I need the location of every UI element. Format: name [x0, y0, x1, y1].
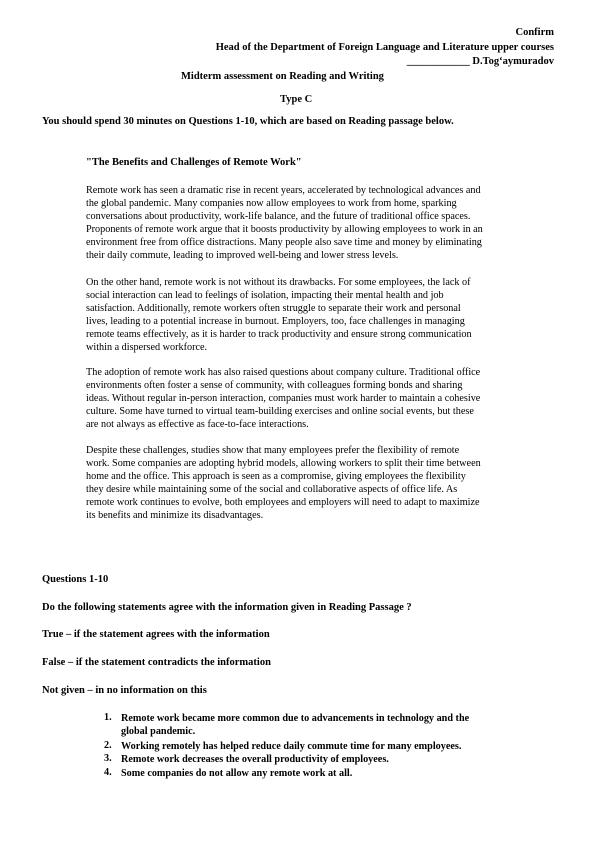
passage-title: "The Benefits and Challenges of Remote Work"	[86, 157, 302, 168]
paragraph-line: environments often foster a sense of community, with colleagues forming bonds and sharing	[86, 380, 463, 392]
statement-number: 1.	[104, 712, 112, 723]
statement-line: Remote work became more common due to advancements in technology and the	[121, 713, 470, 724]
paragraph-line: lives, leading to a potential increase in burnout. Employers, too, face challenges in managing	[86, 316, 465, 328]
signature-blank: ____________	[406, 56, 470, 67]
assessment-title: Midterm assessment on Reading and Writing	[181, 71, 384, 82]
paragraph-line: within a dispersed workforce.	[86, 342, 208, 354]
statement-line: Remote work decreases the overall productivity of employees.	[121, 754, 389, 765]
paragraph-line: social interaction can lead to feelings of isolation, impacting their mental health and job	[86, 290, 444, 302]
passage-paragraph-3	[86, 366, 556, 431]
paragraph-line: satisfaction. Additionally, remote workers often struggle to separate their work and personal	[86, 303, 461, 315]
paragraph-line: home and the office. This approach is seen as a compromise, giving employees the flexibility	[86, 471, 466, 483]
paragraph-line: work. Some companies are adopting hybrid models, allowing workers to split their time between	[86, 458, 481, 470]
passage-paragraph-1	[86, 184, 556, 263]
paragraph-line: Remote work has seen a dramatic rise in recent years, accelerated by technological advances and	[86, 185, 481, 196]
paragraph-line: conversations about productivity, work-life balance, and the future of traditional office spaces.	[86, 211, 471, 223]
paragraph-line: their daily commute, leading to improved well-being and lower stress levels.	[86, 250, 399, 262]
statement-1	[121, 712, 469, 738]
paragraph-line: the global pandemic. Many companies now allow employees to work from home, sparking	[86, 198, 457, 210]
statement-number: 4.	[104, 767, 112, 778]
statement-2	[121, 740, 461, 753]
paragraph-line: culture. Some have turned to virtual team-building exercises and online social events, but these	[86, 406, 474, 418]
passage-paragraph-4	[86, 444, 556, 523]
paragraph-line: remote work continues to evolve, both employees and employers will need to adapt to maximize	[86, 497, 480, 509]
false-definition: False – if the statement contradicts the information	[42, 657, 271, 668]
paragraph-line: ideas. Without regular in-person interaction, companies must work harder to maintain a cohesive	[86, 393, 481, 405]
questions-prompt: Do the following statements agree with the information given in Reading Passage ?	[42, 602, 412, 613]
paragraph-line: environment free from office distractions. Many people also save time and money by eliminating	[86, 237, 482, 249]
passage-paragraph-2	[86, 276, 556, 355]
department-head-title: Head of the Department of Foreign Language and Literature upper courses	[215, 42, 554, 53]
paragraph-line: are not always as effective as face-to-face interactions.	[86, 419, 309, 431]
statement-4	[121, 767, 352, 780]
statement-line: Some companies do not allow any remote work at all.	[121, 768, 353, 779]
paragraph-line: The adoption of remote work has also raised questions about company culture. Traditional office	[86, 367, 481, 378]
not-given-definition: Not given – in no information on this	[42, 685, 207, 696]
signature-line	[407, 56, 554, 67]
paragraph-line: they desire while maintaining some of the social and collaborative aspects of office life. As	[86, 484, 458, 496]
true-definition: True – if the statement agrees with the information	[42, 629, 270, 640]
instructions: You should spend 30 minutes on Questions 1-10, which are based on Reading passage below.	[42, 116, 454, 127]
paragraph-line: On the other hand, remote work is not without its drawbacks. For some employees, the lack of	[86, 277, 471, 288]
signatory-name: D.Tog‘aymuradov	[472, 56, 554, 67]
paragraph-line: remote teams effectively, as it is harder to track productivity and ensure strong communication	[86, 329, 472, 341]
paragraph-line: its benefits and minimize its disadvantages.	[86, 510, 264, 522]
questions-heading: Questions 1-10	[42, 574, 109, 585]
statement-number: 2.	[104, 740, 112, 751]
confirm-label: Confirm	[515, 27, 554, 38]
paragraph-line: Despite these challenges, studies show that many employees prefer the flexibility of remote	[86, 445, 460, 456]
variant-type: Type C	[280, 94, 313, 105]
paragraph-line: Proponents of remote work argue that it boosts productivity by allowing employees to work in an	[86, 224, 483, 236]
statement-number: 3.	[104, 753, 112, 764]
statement-line: global pandemic.	[121, 726, 196, 737]
statement-line: Working remotely has helped reduce daily commute time for many employees.	[121, 741, 462, 752]
statement-3	[121, 753, 389, 766]
